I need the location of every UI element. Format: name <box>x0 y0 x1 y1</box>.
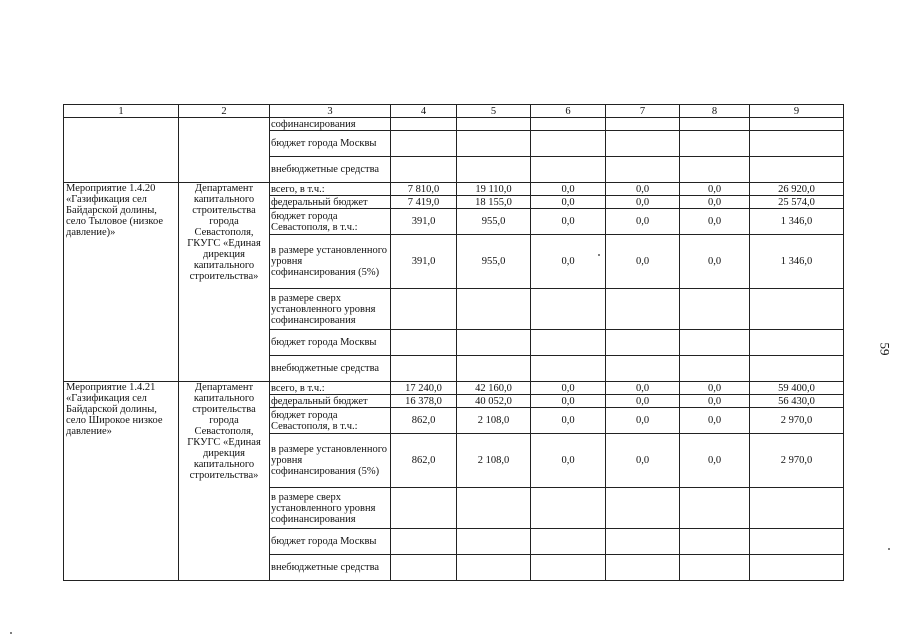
source-cell: в размере сверх установленного уровня софинансирования <box>270 488 391 529</box>
value-cell <box>391 157 457 183</box>
page-number: 59 <box>877 342 893 356</box>
value-cell: 0,0 <box>531 408 606 434</box>
value-cell: 0,0 <box>680 235 750 289</box>
value-cell <box>606 555 680 581</box>
value-cell <box>391 131 457 157</box>
value-cell <box>750 157 844 183</box>
header-cell: 1 <box>64 105 179 118</box>
value-cell <box>680 289 750 330</box>
source-cell: всего, в т.ч.: <box>270 382 391 395</box>
value-cell: 2 108,0 <box>457 408 531 434</box>
source-cell: в размере установленного уровня софинансирования (5%) <box>270 434 391 488</box>
source-cell: внебюджетные средства <box>270 555 391 581</box>
source-cell: в размере установленного уровня софинансирования (5%) <box>270 235 391 289</box>
value-cell <box>457 330 531 356</box>
value-cell <box>750 289 844 330</box>
value-cell: 0,0 <box>531 382 606 395</box>
value-cell <box>680 131 750 157</box>
value-cell <box>391 555 457 581</box>
value-cell: 40 052,0 <box>457 395 531 408</box>
value-cell <box>606 529 680 555</box>
header-cell: 6 <box>531 105 606 118</box>
value-cell: 0,0 <box>606 434 680 488</box>
header-row <box>64 105 844 118</box>
value-cell: 0,0 <box>531 434 606 488</box>
value-cell: 0,0 <box>680 196 750 209</box>
value-cell <box>750 330 844 356</box>
value-cell: 17 240,0 <box>391 382 457 395</box>
value-cell <box>680 330 750 356</box>
value-cell: 0,0 <box>606 196 680 209</box>
source-cell: бюджет города Москвы <box>270 529 391 555</box>
source-cell: федеральный бюджет <box>270 395 391 408</box>
value-cell <box>531 356 606 382</box>
value-cell <box>457 157 531 183</box>
value-cell <box>750 356 844 382</box>
value-cell: 1 346,0 <box>750 209 844 235</box>
value-cell: 0,0 <box>680 395 750 408</box>
value-cell <box>531 118 606 131</box>
value-cell: 0,0 <box>680 209 750 235</box>
header-cell: 5 <box>457 105 531 118</box>
executor-cell: Департамент капитального строительства города Севастополя, ГКУГС «Единая дирекция капитального строительства» <box>179 382 270 581</box>
table-row <box>64 118 844 131</box>
value-cell: 18 155,0 <box>457 196 531 209</box>
value-cell <box>750 131 844 157</box>
value-cell: 955,0 <box>457 235 531 289</box>
value-cell <box>531 131 606 157</box>
value-cell <box>457 118 531 131</box>
scan-speck <box>10 632 12 634</box>
scan-speck <box>888 548 890 550</box>
value-cell <box>457 555 531 581</box>
executor-cell-empty <box>179 118 270 183</box>
value-cell: 0,0 <box>606 408 680 434</box>
header-cell: 9 <box>750 105 844 118</box>
value-cell: 0,0 <box>680 434 750 488</box>
value-cell: 7 419,0 <box>391 196 457 209</box>
value-cell <box>531 488 606 529</box>
header-cell: 4 <box>391 105 457 118</box>
value-cell: 391,0 <box>391 235 457 289</box>
value-cell: 1 346,0 <box>750 235 844 289</box>
source-cell: в размере сверх установленного уровня софинансирования <box>270 289 391 330</box>
value-cell: 0,0 <box>680 408 750 434</box>
header-cell: 3 <box>270 105 391 118</box>
value-cell: 19 110,0 <box>457 183 531 196</box>
source-cell: внебюджетные средства <box>270 157 391 183</box>
event-cell-empty <box>64 118 179 183</box>
scan-speck <box>598 254 600 256</box>
header-cell: 7 <box>606 105 680 118</box>
value-cell: 7 810,0 <box>391 183 457 196</box>
value-cell <box>391 356 457 382</box>
value-cell: 0,0 <box>531 196 606 209</box>
source-cell: бюджет города Москвы <box>270 330 391 356</box>
value-cell <box>680 555 750 581</box>
value-cell <box>680 356 750 382</box>
table-row <box>64 382 844 395</box>
value-cell <box>457 488 531 529</box>
source-cell: бюджет города Севастополя, в т.ч.: <box>270 209 391 235</box>
header-cell: 2 <box>179 105 270 118</box>
value-cell <box>606 289 680 330</box>
value-cell: 16 378,0 <box>391 395 457 408</box>
value-cell: 0,0 <box>680 183 750 196</box>
value-cell <box>606 131 680 157</box>
source-cell: бюджет города Севастополя, в т.ч.: <box>270 408 391 434</box>
value-cell <box>391 118 457 131</box>
value-cell: 0,0 <box>531 183 606 196</box>
event-name-cell: Мероприятие 1.4.20 «Газификация сел Байдарской долины, село Тыловое (низкое давление)» <box>64 183 179 382</box>
value-cell: 0,0 <box>606 183 680 196</box>
value-cell: 862,0 <box>391 408 457 434</box>
value-cell <box>391 289 457 330</box>
value-cell: 0,0 <box>606 382 680 395</box>
value-cell: 0,0 <box>606 209 680 235</box>
value-cell: 0,0 <box>531 209 606 235</box>
value-cell <box>750 488 844 529</box>
value-cell <box>531 555 606 581</box>
value-cell <box>606 488 680 529</box>
value-cell <box>606 356 680 382</box>
value-cell: 0,0 <box>680 382 750 395</box>
value-cell <box>391 529 457 555</box>
value-cell: 0,0 <box>606 235 680 289</box>
header-cell: 8 <box>680 105 750 118</box>
value-cell: 2 108,0 <box>457 434 531 488</box>
source-cell: федеральный бюджет <box>270 196 391 209</box>
value-cell <box>680 118 750 131</box>
value-cell <box>680 529 750 555</box>
value-cell: 862,0 <box>391 434 457 488</box>
source-cell: софинансирования <box>270 118 391 131</box>
value-cell <box>606 330 680 356</box>
value-cell <box>391 330 457 356</box>
budget-table <box>63 104 844 581</box>
value-cell <box>531 157 606 183</box>
value-cell: 2 970,0 <box>750 408 844 434</box>
value-cell <box>531 529 606 555</box>
event-name-cell: Мероприятие 1.4.21 «Газификация сел Байдарской долины, село Широкое низкое давление» <box>64 382 179 581</box>
value-cell <box>680 157 750 183</box>
value-cell: 0,0 <box>606 395 680 408</box>
value-cell <box>391 488 457 529</box>
value-cell: 955,0 <box>457 209 531 235</box>
value-cell <box>457 529 531 555</box>
source-cell: всего, в т.ч.: <box>270 183 391 196</box>
source-cell: бюджет города Москвы <box>270 131 391 157</box>
value-cell <box>606 118 680 131</box>
value-cell <box>531 330 606 356</box>
value-cell: 2 970,0 <box>750 434 844 488</box>
value-cell <box>750 529 844 555</box>
table-body <box>64 105 844 581</box>
value-cell: 59 400,0 <box>750 382 844 395</box>
value-cell: 0,0 <box>531 235 606 289</box>
value-cell: 391,0 <box>391 209 457 235</box>
value-cell: 25 574,0 <box>750 196 844 209</box>
value-cell <box>750 118 844 131</box>
value-cell: 26 920,0 <box>750 183 844 196</box>
value-cell <box>457 356 531 382</box>
value-cell <box>606 157 680 183</box>
source-cell: внебюджетные средства <box>270 356 391 382</box>
executor-cell: Департамент капитального строительства города Севастополя, ГКУГС «Единая дирекция капитального строительства» <box>179 183 270 382</box>
value-cell <box>457 131 531 157</box>
value-cell: 42 160,0 <box>457 382 531 395</box>
value-cell: 56 430,0 <box>750 395 844 408</box>
value-cell <box>750 555 844 581</box>
value-cell <box>680 488 750 529</box>
table-row <box>64 183 844 196</box>
value-cell: 0,0 <box>531 395 606 408</box>
value-cell <box>531 289 606 330</box>
value-cell <box>457 289 531 330</box>
